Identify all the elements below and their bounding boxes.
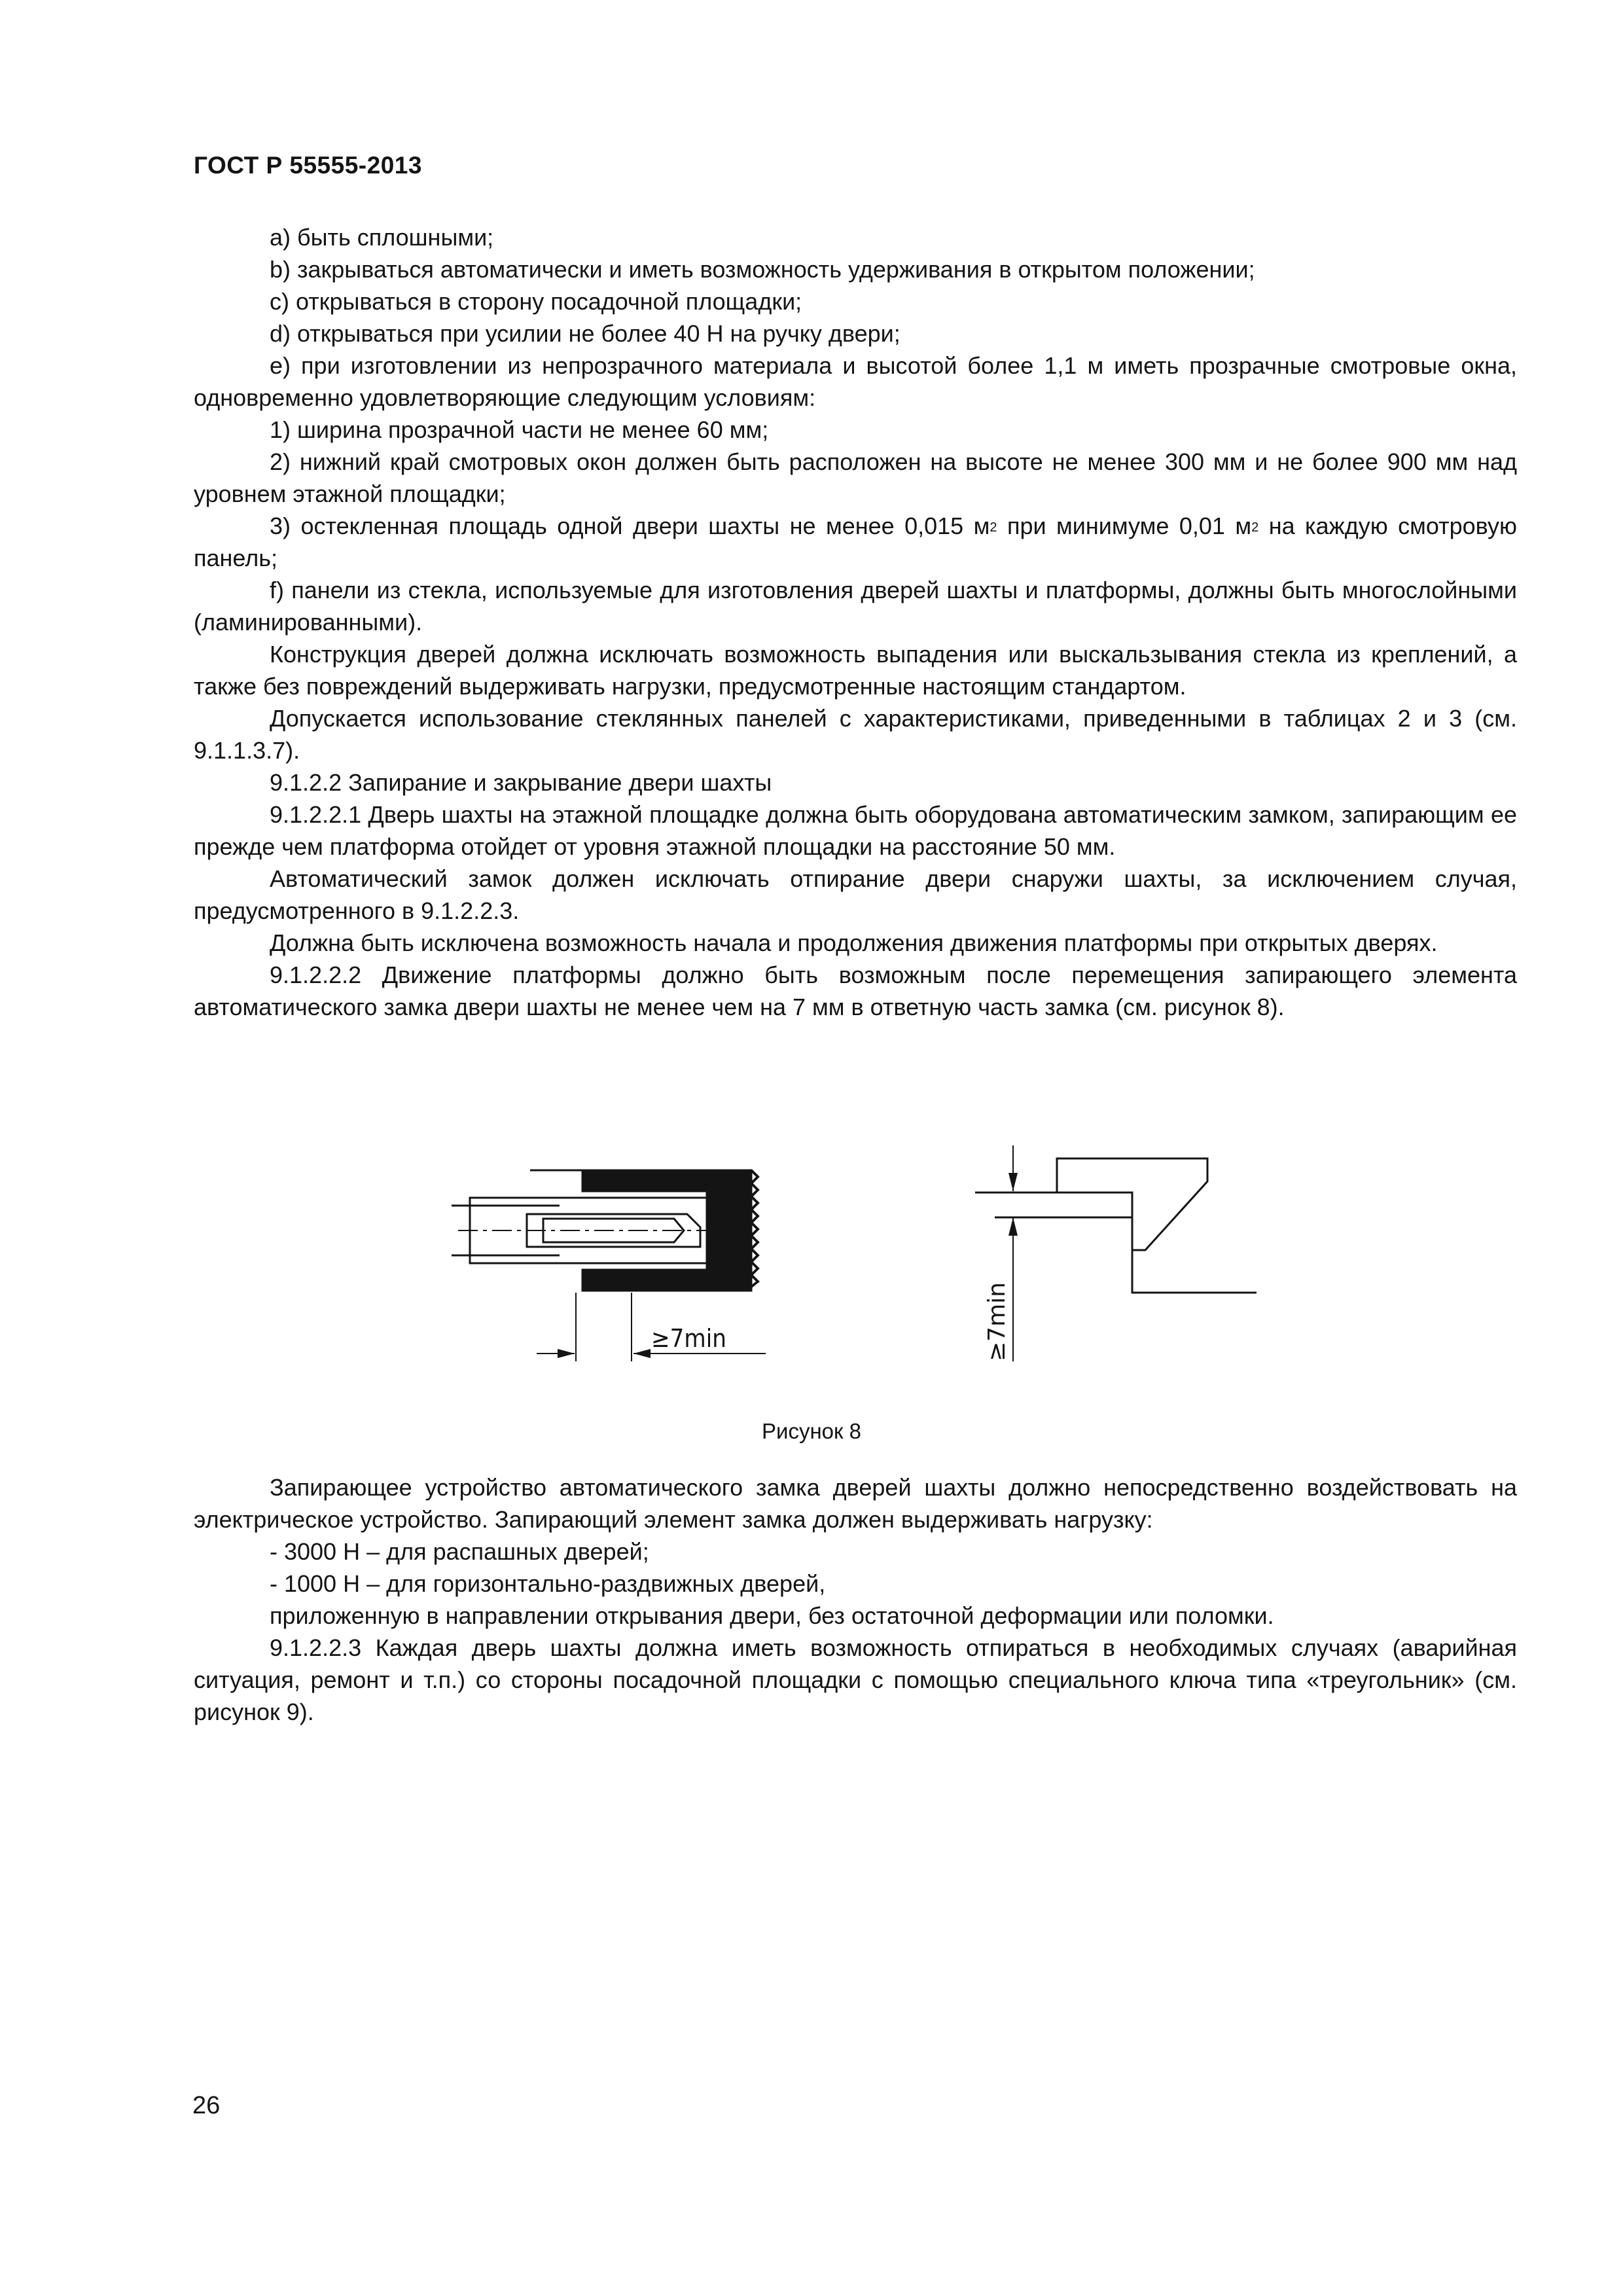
profile-arrow-bottom-head (1008, 1217, 1018, 1236)
paragraph-item-d: d) открываться при усилии не более 40 Н на ручку двери; (270, 320, 901, 347)
paragraph-9-1-2-2-3: 9.1.2.2.3 Каждая дверь шахты должна иметь возможность отпираться в необходимых случаях (аварийная ситуация, ремонт и т.п.) со стороны посадочной площадки с помощью специального ключа типа «треугольник» (см. рисунок 9). (194, 1634, 1517, 1725)
dimension-label-right: ≥7min (984, 1282, 1010, 1361)
paragraph-condition-2: 2) нижний край смотровых окон должен быть расположен на высоте не менее 300 мм и не более 900 мм над уровнем этажной площадки; (194, 448, 1517, 507)
profile-arrow-top-head (1008, 1173, 1018, 1191)
section-heading-9-1-2-2: 9.1.2.2 Запирание и закрывание двери шахты (270, 769, 772, 796)
paragraph-load-sliding-doors: - 1000 Н – для горизонтально-раздвижных дверей, (270, 1570, 826, 1597)
paragraph-9-1-2-2-2: 9.1.2.2.2 Движение платформы должно быть возможным после перемещения запирающего элемента автоматического замка двери шахты не менее чем на 7 мм в ответную часть замка (см. рисунок 8). (194, 961, 1517, 1020)
paragraph-locking-device: Запирающее устройство автоматического замка дверей шахты должно непосредственно воздействовать на электрическое устройство. Запирающий элемент замка должен выдерживать нагрузку: (194, 1474, 1517, 1533)
paragraph-item-a: a) быть сплошными; (270, 224, 494, 251)
condition-3-text-2: при минимуме 0,01 м (997, 512, 1252, 539)
profile-lower-body (1132, 1217, 1257, 1293)
document-header: ГОСТ Р 55555-2013 (194, 152, 422, 179)
page-number: 26 (192, 2092, 221, 2119)
paragraph-condition-3 (194, 510, 1517, 574)
condition-3-text-3: на каждую смотровую панель; (194, 512, 1517, 571)
paragraph-load-swing-doors: - 3000 Н – для распашных дверей; (270, 1538, 649, 1565)
main-text (194, 221, 1517, 1023)
paragraph-item-e: e) при изготовлении из непрозрачного материала и высотой более 1,1 м иметь прозрачные смотровые окна, одновременно удовлетворяющие следующим условиям: (194, 352, 1517, 411)
paragraph-glass-panels: Допускается использование стеклянных панелей с характеристиками, приведенными в таблицах 2 и 3 (см. 9.1.1.3.7). (194, 705, 1517, 764)
dimension-arrow-left (558, 1349, 575, 1358)
superscript-2: 2 (1251, 520, 1259, 535)
condition-3-text-1: 3) остекленная площадь одной двери шахты не менее 0,015 м (270, 512, 990, 539)
paragraph-door-construction: Конструкция дверей должна исключать возможность выпадения или выскальзывания стекла из креплений, а также без повреждений выдерживать нагрузки, предусмотренные настоящим стандартом. (194, 641, 1517, 700)
paragraph-9-1-2-2-1: 9.1.2.2.1 Дверь шахты на этажной площадке должна быть оборудована автоматическим замком, запирающим ее прежде чем платформа отойдет от уровня этажной площадки на расстояние 50 мм. (194, 801, 1517, 860)
paragraph-open-doors: Должна быть исключена возможность начала и продолжения движения платформы при открытых дверях. (270, 929, 1438, 956)
dimension-label-left: ≥7min (651, 1324, 726, 1353)
paragraph-item-b: b) закрываться автоматически и иметь возможность удерживания в открытом положении; (270, 256, 1255, 283)
paragraph-automatic-lock: Автоматический замок должен исключать отпирание двери снаружи шахты, за исключением случая, предусмотренного в 9.1.2.2.3. (194, 865, 1517, 924)
figure-8-drawing (452, 1145, 1283, 1394)
superscript-2: 2 (990, 520, 997, 535)
paragraph-item-c: c) открываться в сторону посадочной площадки; (270, 288, 802, 315)
dimension-arrow-right (633, 1349, 651, 1358)
figure-caption: Рисунок 8 (762, 1419, 861, 1443)
paragraph-condition-1: 1) ширина прозрачной части не менее 60 мм; (270, 416, 769, 443)
main-text-continued (194, 1471, 1517, 1728)
paragraph-item-f: f) панели из стекла, используемые для изготовления дверей шахты и платформы, должны быть многослойными (ламинированными). (194, 577, 1517, 636)
paragraph-load-direction: приложенную в направлении открывания двери, без остаточной деформации или поломки. (270, 1602, 1274, 1629)
